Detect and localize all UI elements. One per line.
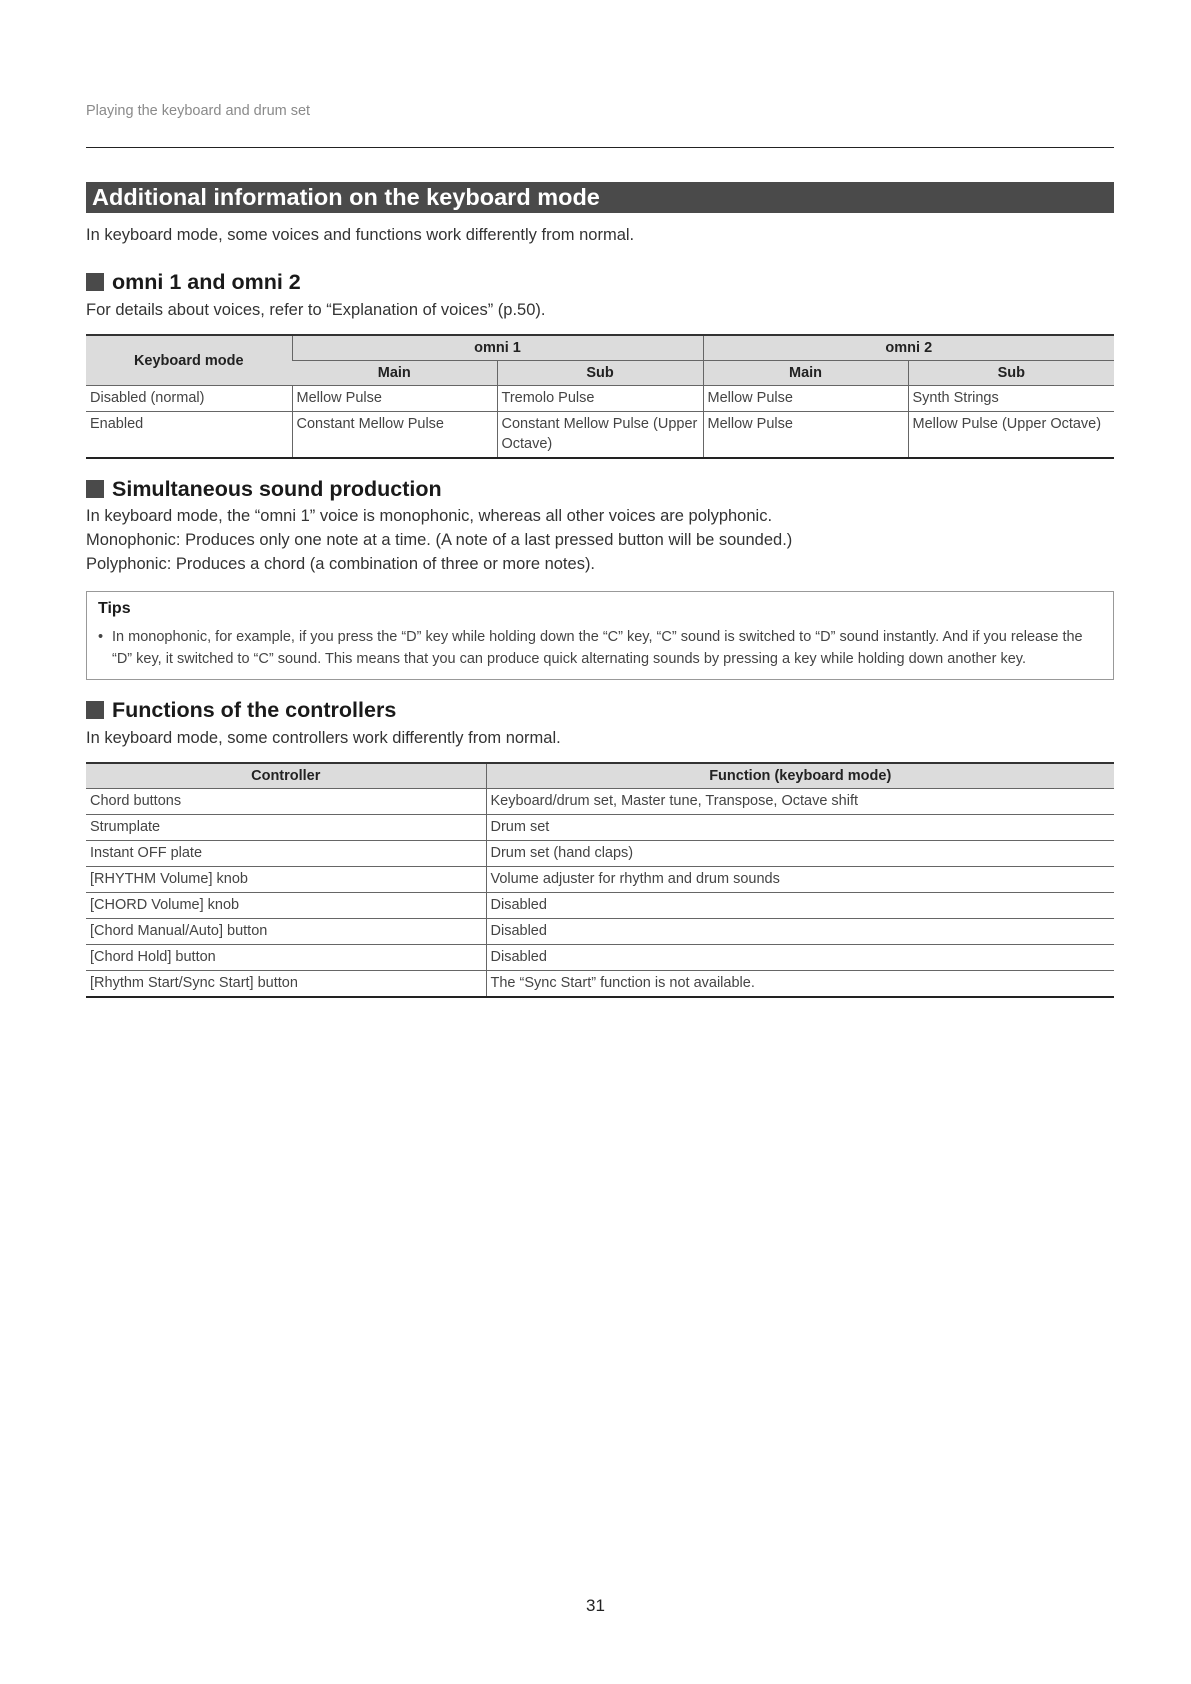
controllers-table-header-row [86,763,1114,789]
simultaneous-line: Monophonic: Produces only one note at a time. (A note of a last pressed button will be sounded.) [86,531,793,549]
header-omni-2-main: Main [703,361,908,386]
table-cell: Synth Strings [908,386,1114,412]
table-cell: Tremolo Pulse [497,386,703,412]
header-keyboard-mode: Keyboard mode [86,335,292,386]
table-cell: Constant Mellow Pulse [292,412,497,459]
table-cell: Mellow Pulse (Upper Octave) [908,412,1114,459]
table-cell: Strumplate [90,819,161,835]
table-row [86,867,1114,893]
table-row [86,919,1114,945]
page-content [86,182,1114,998]
table-cell: Constant Mellow Pulse (Upper Octave) [497,412,703,459]
header-function: Function (keyboard mode) [486,763,1114,789]
omni-heading [86,269,1114,295]
table-cell: [Chord Manual/Auto] button [90,923,268,939]
table-cell: Mellow Pulse [292,386,497,412]
header-omni-2-sub: Sub [908,361,1114,386]
table-row [86,945,1114,971]
tips-title: Tips [98,600,131,617]
section-title: Additional information on the keyboard mode [86,182,1114,213]
bullet-icon: • [98,629,104,645]
header-omni-2: omni 2 [703,335,1114,361]
tips-item [98,626,1102,670]
heading-square-icon [86,701,104,719]
table-cell: Keyboard/drum set, Master tune, Transpose, Octave shift [486,789,1114,815]
table-cell: Disabled [486,919,1114,945]
header-rule [86,147,1114,148]
omni-heading-text: omni 1 and omni 2 [112,270,301,294]
table-cell: Chord buttons [90,793,182,809]
table-row [86,841,1114,867]
tips-box [86,591,1114,680]
table-cell: Disabled [486,893,1114,919]
simultaneous-line: In keyboard mode, the “omni 1” voice is monophonic, whereas all other voices are polyphonic. [86,507,773,525]
table-cell: Mellow Pulse [703,412,908,459]
controllers-heading [86,697,1114,723]
header-controller: Controller [86,763,486,789]
table-cell: [CHORD Volume] knob [90,897,240,913]
table-cell: [Chord Hold] button [90,949,216,965]
heading-square-icon [86,273,104,291]
controllers-description: In keyboard mode, some controllers work differently from normal. [86,729,561,747]
header-omni-1: omni 1 [292,335,703,361]
table-cell: [RHYTHM Volume] knob [90,871,248,887]
section-intro: In keyboard mode, some voices and functions work differently from normal. [86,226,635,244]
table-cell: The “Sync Start” function is not available. [486,971,1114,998]
table-cell: Disabled (normal) [90,390,205,406]
controllers-table [86,762,1114,998]
header-omni-1-sub: Sub [497,361,703,386]
header-omni-1-main: Main [292,361,497,386]
omni-table-header-row [86,335,1114,361]
omni-voice-table [86,334,1114,459]
tips-text: In monophonic, for example, if you press the “D” key while holding down the “C” key, “C” sound is switched to “D” sound instantly. And if you release the “D” key, it switched to “C” sound. This means that you can produce quick alternating sounds by pressing a key while holding down another key. [112,629,1083,667]
table-cell: Drum set [486,815,1114,841]
table-cell: Drum set (hand claps) [486,841,1114,867]
table-cell: Enabled [90,416,144,432]
controllers-heading-text: Functions of the controllers [112,698,397,722]
table-row [86,789,1114,815]
table-row [86,971,1114,998]
table-row [86,815,1114,841]
table-row [86,893,1114,919]
table-row [86,412,1114,459]
heading-square-icon [86,480,104,498]
table-cell: [Rhythm Start/Sync Start] button [90,975,298,991]
table-cell: Disabled [486,945,1114,971]
table-row [86,386,1114,412]
simultaneous-body [86,504,1114,576]
omni-description: For details about voices, refer to “Explanation of voices” (p.50). [86,301,546,319]
running-head: Playing the keyboard and drum set [86,103,311,119]
table-cell: Volume adjuster for rhythm and drum sounds [486,867,1114,893]
table-cell: Mellow Pulse [703,386,908,412]
simultaneous-heading [86,476,1114,502]
simultaneous-heading-text: Simultaneous sound production [112,477,442,501]
page-number: 31 [586,1596,605,1615]
simultaneous-line: Polyphonic: Produces a chord (a combination of three or more notes). [86,555,596,573]
table-cell: Instant OFF plate [90,845,203,861]
